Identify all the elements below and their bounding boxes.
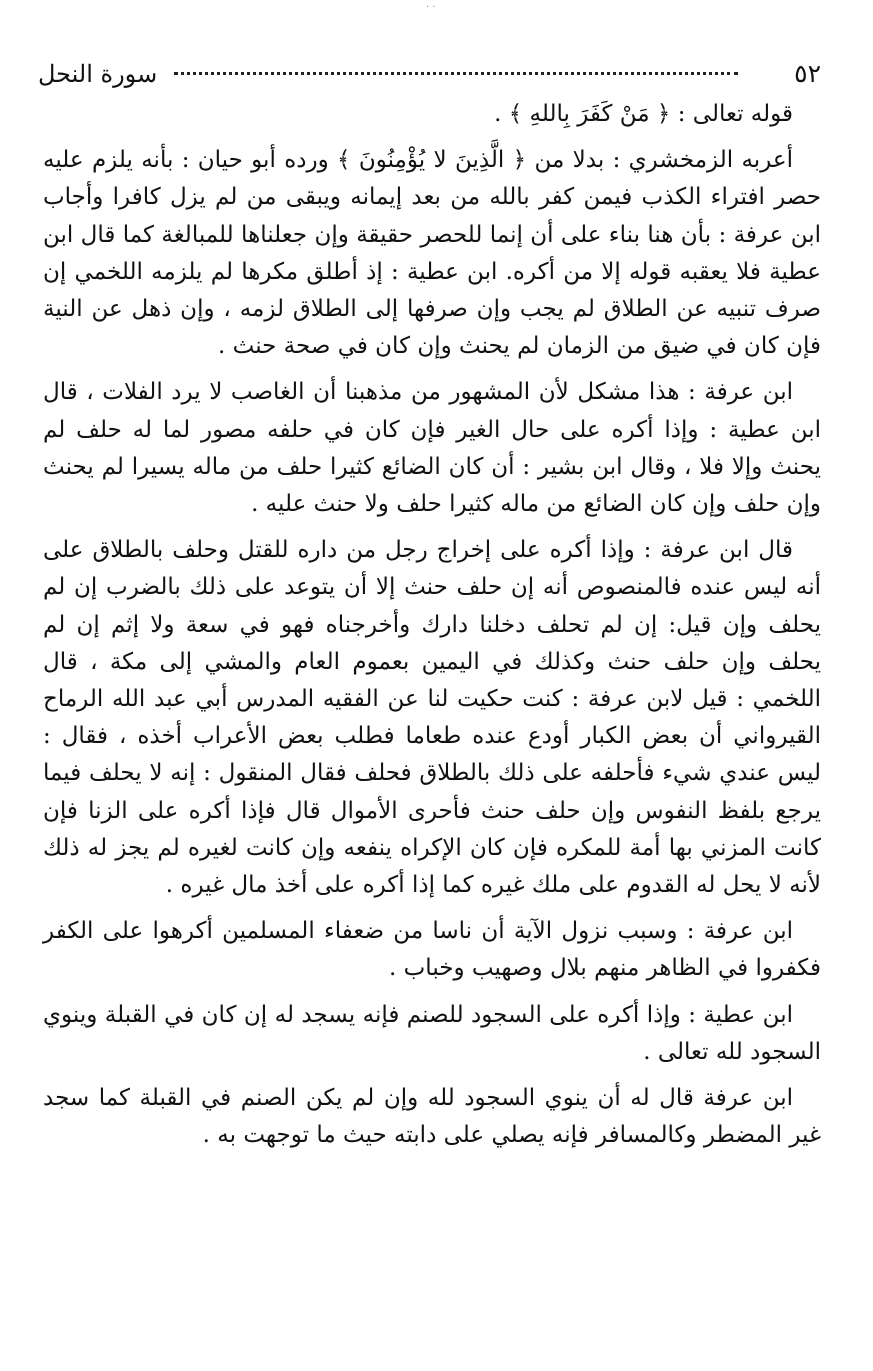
paragraph-verse-citation: قوله تعالى : ﴿ مَنْ كَفَرَ بِاللهِ ﴾ . — [494, 101, 793, 127]
paragraph: قال ابن عرفة : وإذا أكره على إخراج رجل من داره للقتل وحلف بالطلاق على أنه ليس عنده فالمنصوص أنه إن حلف حنث إلا أن يتوعد على ذلك بالضرب إن لم يحلف وإن قيل: إن لم تحلف دخلنا دارك وأخرجناه فهو في سعة ولا إثم إن لم يحلف وإن حلف حنث وكذلك في اليمين بعموم العام والمشي إلى مكة ، قال اللخمي : قيل لابن عرفة : كنت حكيت لنا عن الفقيه المدرس أبي عبد الله الرماح القيرواني أن بعض الكبار أودع عنده طعاما فطلب بعض الأعراب أخذه ، فقال : ليس عندي شيء فأحلفه على ذلك بالطلاق فحلف فقال المنقول : إنه لا يحلف فيما يرجع بلفظ النفوس وإن حلف حنث فأحرى الأموال قال فإذا أكره على الزنا فإن كانت المزني بها أمة للمكره فإن كان الإكراه ينفعه وإن كانت لغيره لم يجز له ذلك لأنه لا يحل له القدوم على ملك غيره كما إذا أكره على أخذ مال غيره . — [43, 537, 821, 899]
paragraph: ابن عرفة : وسبب نزول الآية أن ناسا من ضعفاء المسلمين أكرهوا على الكفر فكفروا في الظاهر منهم بلال وصهيب وخباب . — [43, 918, 821, 982]
paragraph: ابن عرفة قال له أن ينوي السجود لله وإن لم يكن الصنم في القبلة كما سجد غير المضطر وكالمسافر فإنه يصلي على دابته حيث ما توجهت به . — [43, 1085, 821, 1149]
paragraph: أعربه الزمخشري : بدلا من ﴿ الَّذِينَ لا يُؤْمِنُونَ ﴾ ورده أبو حيان : بأنه يلزم عليه حصر افتراء الكذب فيمن كفر بالله من بعد إيمانه ويبقى من لم يزل كافرا وأجاب ابن عرفة : بأن هنا بناء على أن إنما للحصر حقيقة وإن جعلناها للمبالغة كما قال ابن عطية فلا يعقبه قوله إلا من أكره. ابن عطية : إذ أطلق مكرها لم يلزمه اللخمي إن صرف تنبيه عن الطلاق لم يجب وإن صرفها إلى الطلاق لزمه ، وإن ذهل عن النية فإن كان في ضيق من الزمان لم يحنث وإن كان في صحة حنث . — [43, 147, 821, 360]
header-dotted-rule — [174, 66, 738, 75]
top-margin-mark: · · — [426, 2, 436, 13]
paragraph: ابن عرفة : هذا مشكل لأن المشهور من مذهبنا أن الغاصب لا يرد الفلات ، قال ابن عطية : وإذا أكره على حال الغير فإن كان في حلفه مصور لما له حلف لم يحنث وإلا فلا ، وقال ابن بشير : أن كان الضائع كثيرا حلف من ماله يسيرا لم يحنث وإن حلف وإن كان الضائع من ماله كثيرا حلف ولا حنث عليه . — [43, 379, 821, 518]
page-number: ٥٢ — [794, 59, 821, 88]
page-header — [38, 56, 821, 92]
paragraph: ابن عطية : وإذا أكره على السجود للصنم فإنه يسجد له إن كان في القبلة وينوي السجود لله تعالى . — [43, 1001, 821, 1065]
body-text — [43, 96, 821, 1154]
running-title: سورة النحل — [38, 60, 158, 88]
